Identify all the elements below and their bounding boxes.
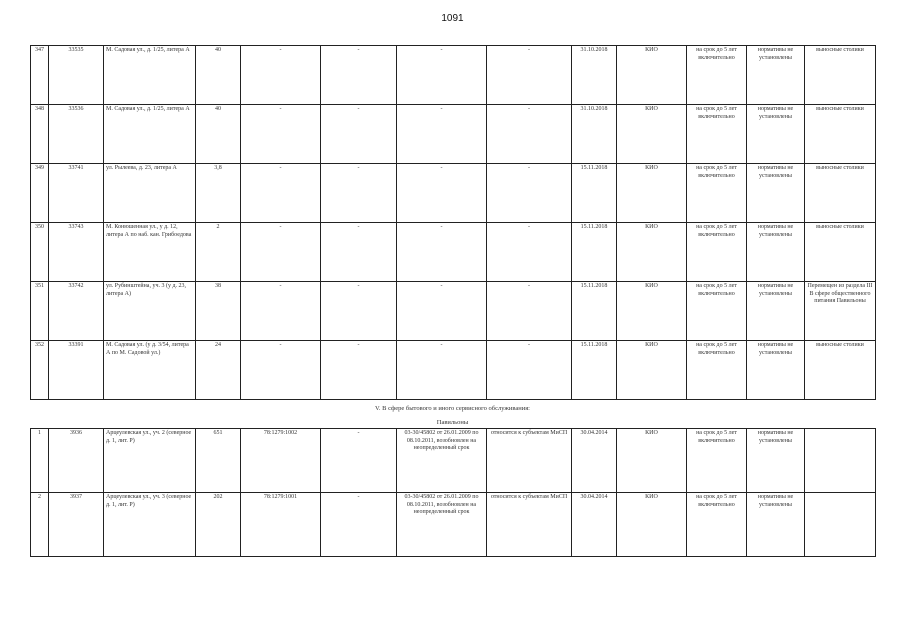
cell-norms: нормативы не установлены bbox=[747, 105, 805, 164]
section-heading: V. В сфере бытового и иного сервисного обслуживания: bbox=[375, 405, 530, 412]
cell-org: КИО bbox=[617, 105, 687, 164]
cell-id: 33535 bbox=[49, 46, 104, 105]
cell-c8: - bbox=[487, 46, 572, 105]
cell-num: 351 bbox=[31, 282, 49, 341]
page-number: 1091 bbox=[441, 13, 464, 24]
cell-date: 31.10.2018 bbox=[572, 46, 617, 105]
table-row bbox=[31, 493, 876, 557]
cell-c5: 78:1279:1001 bbox=[241, 493, 321, 557]
cell-c7: - bbox=[397, 223, 487, 282]
cell-num: 347 bbox=[31, 46, 49, 105]
cell-org: КИО bbox=[617, 46, 687, 105]
cell-date: 31.10.2018 bbox=[572, 105, 617, 164]
table-row bbox=[31, 429, 876, 493]
cell-c5: - bbox=[241, 46, 321, 105]
cell-c5: - bbox=[241, 223, 321, 282]
cell-c7: 03-30/45802 от 26.01.2009 по 08.10.2011, возобновлен на неопределенный срок bbox=[397, 493, 487, 557]
cell-term: на срок до 5 лет включительно bbox=[687, 164, 747, 223]
cell-norms: нормативы не установлены bbox=[747, 493, 805, 557]
cell-c6: - bbox=[321, 429, 397, 493]
cell-area: 3,8 bbox=[196, 164, 241, 223]
cell-area: 38 bbox=[196, 282, 241, 341]
cell-area: 202 bbox=[196, 493, 241, 557]
cell-address: Арцеулевская ул., уч. 3 (северное д. 1, лит. Р) bbox=[104, 493, 196, 557]
cell-date: 15.11.2018 bbox=[572, 282, 617, 341]
cell-type: выносные столики bbox=[805, 223, 876, 282]
cell-c6: - bbox=[321, 223, 397, 282]
cell-num: 2 bbox=[31, 493, 49, 557]
cell-c8: - bbox=[487, 282, 572, 341]
cell-norms: нормативы не установлены bbox=[747, 429, 805, 493]
table-row bbox=[31, 164, 876, 223]
cell-c8: относится к субъектам МиСП bbox=[487, 429, 572, 493]
cell-c8: - bbox=[487, 341, 572, 400]
subsection-heading: Павильоны bbox=[436, 419, 469, 426]
cell-term: на срок до 5 лет включительно bbox=[687, 105, 747, 164]
cell-id: 33743 bbox=[49, 223, 104, 282]
cell-type: Перемещен из раздела III В сфере общественного питания Павильоны bbox=[805, 282, 876, 341]
cell-org: КИО bbox=[617, 493, 687, 557]
cell-c5: - bbox=[241, 105, 321, 164]
cell-c5: - bbox=[241, 164, 321, 223]
cell-c6: - bbox=[321, 105, 397, 164]
cell-c8: - bbox=[487, 105, 572, 164]
cell-term: на срок до 5 лет включительно bbox=[687, 46, 747, 105]
cell-type: выносные столики bbox=[805, 341, 876, 400]
cell-norms: нормативы не установлены bbox=[747, 46, 805, 105]
cell-c5: 78:1279:1002 bbox=[241, 429, 321, 493]
cell-org: КИО bbox=[617, 282, 687, 341]
cell-date: 30.04.2014 bbox=[572, 493, 617, 557]
cell-c6: - bbox=[321, 493, 397, 557]
cell-term: на срок до 5 лет включительно bbox=[687, 493, 747, 557]
cell-id: 33536 bbox=[49, 105, 104, 164]
cell-c8: - bbox=[487, 164, 572, 223]
cell-term: на срок до 5 лет включительно bbox=[687, 223, 747, 282]
cell-norms: нормативы не установлены bbox=[747, 282, 805, 341]
cell-c5: - bbox=[241, 341, 321, 400]
table-row bbox=[31, 341, 876, 400]
cell-term: на срок до 5 лет включительно bbox=[687, 429, 747, 493]
cell-address: ул. Рылеева, д. 23, литера А bbox=[104, 164, 196, 223]
cell-type: выносные столики bbox=[805, 105, 876, 164]
cell-id: 33741 bbox=[49, 164, 104, 223]
cell-area: 651 bbox=[196, 429, 241, 493]
cell-area: 40 bbox=[196, 46, 241, 105]
cell-type bbox=[805, 429, 876, 493]
cell-address: М. Садовая ул. (у д. 3/54, литера А по М. Садовой ул.) bbox=[104, 341, 196, 400]
cell-c5: - bbox=[241, 282, 321, 341]
cell-area: 2 bbox=[196, 223, 241, 282]
cell-num: 1 bbox=[31, 429, 49, 493]
cell-c6: - bbox=[321, 341, 397, 400]
cell-c7: - bbox=[397, 282, 487, 341]
cell-c7: - bbox=[397, 341, 487, 400]
cell-c6: - bbox=[321, 282, 397, 341]
cell-org: КИО bbox=[617, 429, 687, 493]
cell-address: Арцеулевская ул., уч. 2 (северное д. 1, лит. Р) bbox=[104, 429, 196, 493]
cell-c7: 03-30/45802 от 26.01.2009 по 08.10.2011, возобновлен на неопределенный срок bbox=[397, 429, 487, 493]
cell-date: 15.11.2018 bbox=[572, 223, 617, 282]
cell-c7: - bbox=[397, 164, 487, 223]
cell-address: М. Конюшенная ул., у д. 12, литера А по наб. кан. Грибоедова bbox=[104, 223, 196, 282]
cell-c7: - bbox=[397, 105, 487, 164]
cell-address: М. Садовая ул., д. 1/25, литера А bbox=[104, 46, 196, 105]
cell-num: 349 bbox=[31, 164, 49, 223]
cell-c8: относится к субъектам МиСП bbox=[487, 493, 572, 557]
cell-area: 40 bbox=[196, 105, 241, 164]
cell-c6: - bbox=[321, 164, 397, 223]
cell-c6: - bbox=[321, 46, 397, 105]
cell-norms: нормативы не установлены bbox=[747, 223, 805, 282]
cell-norms: нормативы не установлены bbox=[747, 164, 805, 223]
cell-term: на срок до 5 лет включительно bbox=[687, 341, 747, 400]
cell-org: КИО bbox=[617, 223, 687, 282]
cell-term: на срок до 5 лет включительно bbox=[687, 282, 747, 341]
registry-table-bottom bbox=[30, 428, 876, 557]
cell-c7: - bbox=[397, 46, 487, 105]
registry-table-top bbox=[30, 45, 876, 400]
cell-num: 350 bbox=[31, 223, 49, 282]
cell-address: ул. Рубинштейна, уч. 3 (у д. 23, литера А) bbox=[104, 282, 196, 341]
table-row bbox=[31, 282, 876, 341]
cell-date: 30.04.2014 bbox=[572, 429, 617, 493]
cell-id: 3937 bbox=[49, 493, 104, 557]
cell-id: 33391 bbox=[49, 341, 104, 400]
cell-num: 348 bbox=[31, 105, 49, 164]
cell-date: 15.11.2018 bbox=[572, 164, 617, 223]
cell-id: 33742 bbox=[49, 282, 104, 341]
cell-id: 3936 bbox=[49, 429, 104, 493]
cell-date: 15.11.2018 bbox=[572, 341, 617, 400]
cell-num: 352 bbox=[31, 341, 49, 400]
cell-address: М. Садовая ул., д. 1/25, литера А bbox=[104, 105, 196, 164]
cell-c8: - bbox=[487, 223, 572, 282]
cell-type: выносные столики bbox=[805, 46, 876, 105]
cell-org: КИО bbox=[617, 164, 687, 223]
cell-type bbox=[805, 493, 876, 557]
cell-type: выносные столики bbox=[805, 164, 876, 223]
cell-norms: нормативы не установлены bbox=[747, 341, 805, 400]
table-row bbox=[31, 46, 876, 105]
cell-org: КИО bbox=[617, 341, 687, 400]
table-row bbox=[31, 223, 876, 282]
cell-area: 24 bbox=[196, 341, 241, 400]
table-row bbox=[31, 105, 876, 164]
